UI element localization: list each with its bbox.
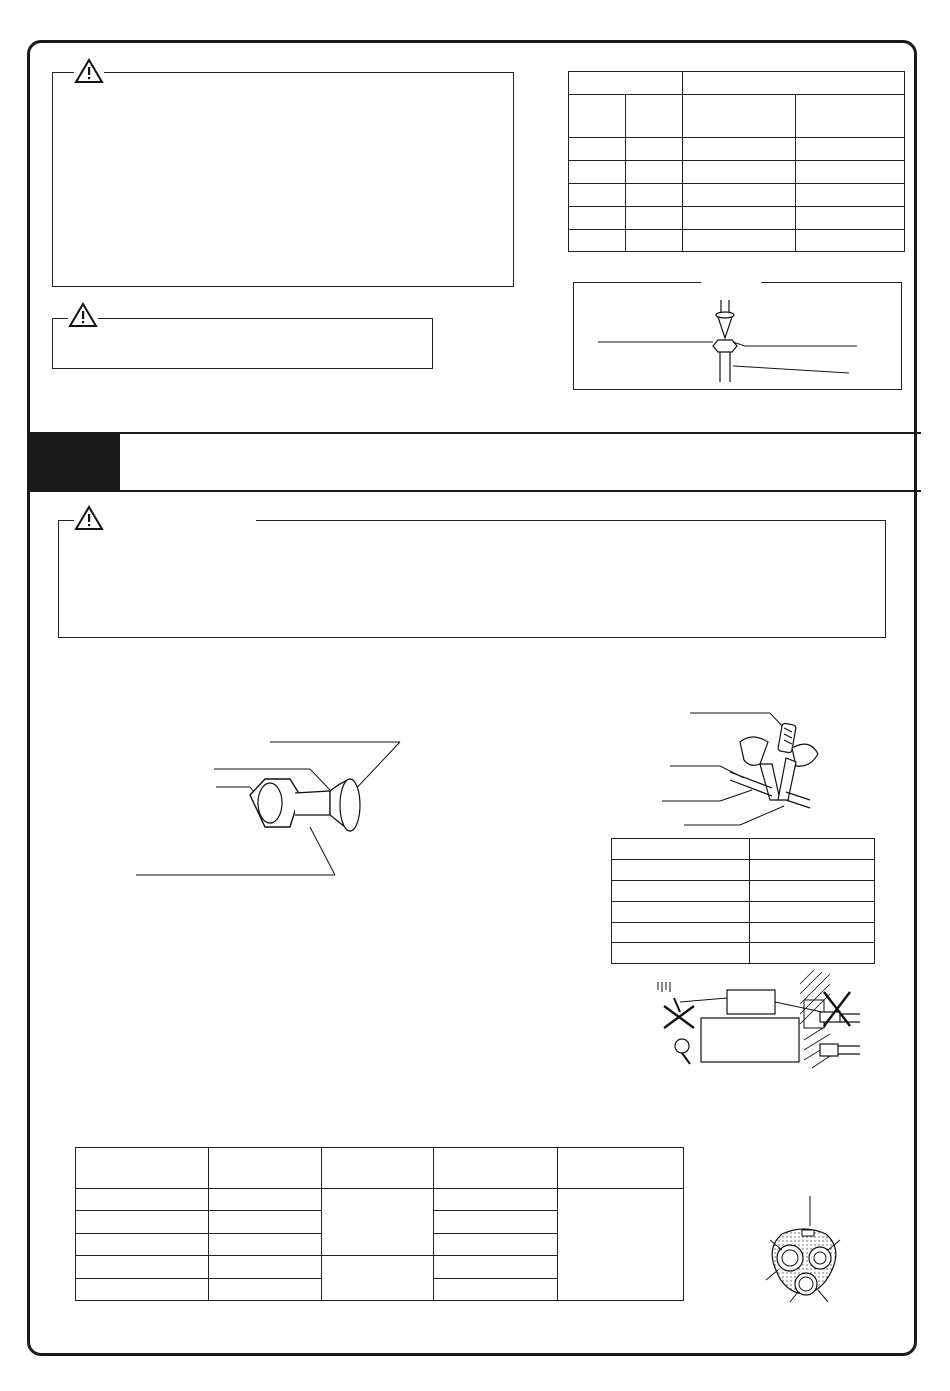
table-cell [683,95,796,138]
table-row [569,161,905,184]
section-number-tab [28,432,120,492]
table-row [76,1189,684,1211]
warning-triangle-icon [68,302,98,328]
table-row [612,881,875,902]
flare-connection-illustration [130,735,420,885]
torque-table [611,838,875,964]
table-row [569,184,905,207]
caution-header-line [104,519,256,521]
caution-box-top [52,72,514,287]
table-row [569,230,905,252]
warning-triangle-icon [74,58,104,84]
table-row [612,839,875,860]
table-cell [626,95,683,138]
flare-nut-illustration [573,270,902,390]
table-row [612,902,875,923]
caution-box-middle [58,520,886,638]
pipe-size-table [568,71,905,252]
section-header-bar [28,432,921,492]
table-row [569,207,905,230]
table-row [612,923,875,943]
pipe-length-table [75,1147,684,1301]
caution-box-small [52,318,433,369]
table-cell [796,95,905,138]
warning-triangle-icon [74,505,104,531]
double-wrench-illustration [660,708,830,833]
table-row [76,1148,684,1189]
table-row [569,138,905,161]
table-cell [683,72,905,95]
pipe-insulation-cross-section [762,1196,844,1306]
table-cell [569,95,626,138]
table-row [612,860,875,881]
table-cell [569,72,683,95]
pipe-protection-illustration [654,970,864,1070]
table-row [612,943,875,964]
